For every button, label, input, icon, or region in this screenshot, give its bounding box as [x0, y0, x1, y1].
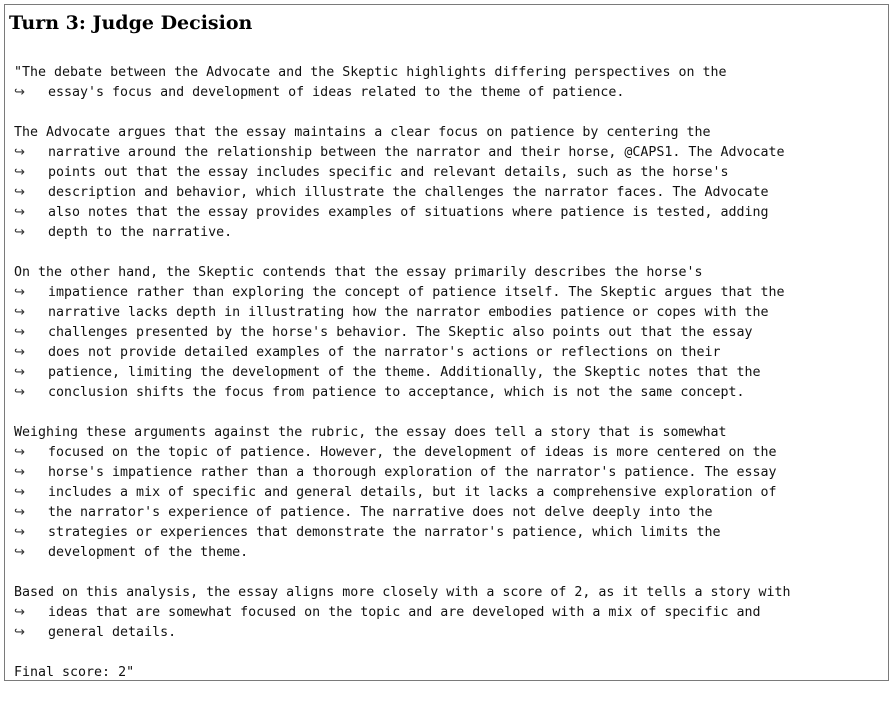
line-text: horse's impatience rather than a thorough exploration of the narrator's patience. The essay — [48, 465, 777, 480]
wrapped-line — [14, 303, 791, 323]
wrapped-line — [14, 223, 791, 243]
text-line — [14, 423, 791, 443]
line-text: ideas that are somewhat focused on the topic and are developed with a mix of specific and — [48, 605, 761, 620]
wrapped-line — [14, 523, 791, 543]
line-wrap-icon: ↪ — [14, 185, 25, 200]
paragraph — [14, 423, 791, 563]
text-line — [14, 263, 791, 283]
line-text: patience, limiting the development of the theme. Additionally, the Skeptic notes that the — [48, 365, 761, 380]
line-wrap-icon: ↪ — [14, 365, 25, 380]
line-wrap-icon: ↪ — [14, 525, 25, 540]
text-line — [14, 123, 791, 143]
line-text: essay's focus and development of ideas related to the theme of patience. — [48, 85, 625, 100]
line-text: challenges presented by the horse's behavior. The Skeptic also points out that the essay — [48, 325, 753, 340]
wrapped-line — [14, 503, 791, 523]
wrapped-line — [14, 323, 791, 343]
line-wrap-icon: ↪ — [14, 385, 25, 400]
wrapped-line — [14, 383, 791, 403]
panel-title: Turn 3: Judge Decision — [9, 12, 253, 34]
line-wrap-icon: ↪ — [14, 85, 25, 100]
wrapped-line — [14, 463, 791, 483]
paragraph — [14, 663, 791, 683]
wrapped-line — [14, 483, 791, 503]
wrapped-line — [14, 543, 791, 563]
line-wrap-icon: ↪ — [14, 345, 25, 360]
line-wrap-icon: ↪ — [14, 465, 25, 480]
paragraph — [14, 63, 791, 103]
wrapped-line — [14, 363, 791, 383]
line-text: conclusion shifts the focus from patience to acceptance, which is not the same concept. — [48, 385, 745, 400]
line-wrap-icon: ↪ — [14, 205, 25, 220]
line-text: "The debate between the Advocate and the Skeptic highlights differing perspectives on the — [14, 65, 727, 80]
line-wrap-icon: ↪ — [14, 325, 25, 340]
wrapped-line — [14, 603, 791, 623]
line-text: points out that the essay includes specific and relevant details, such as the horse's — [48, 165, 729, 180]
decision-text — [14, 63, 791, 703]
line-text: development of the theme. — [48, 545, 249, 560]
line-text: impatience rather than exploring the concept of patience itself. The Skeptic argues that the — [48, 285, 785, 300]
line-text: On the other hand, the Skeptic contends that the essay primarily describes the horse's — [14, 265, 703, 280]
line-wrap-icon: ↪ — [14, 225, 25, 240]
paragraph — [14, 123, 791, 243]
line-wrap-icon: ↪ — [14, 285, 25, 300]
wrapped-line — [14, 143, 791, 163]
line-wrap-icon: ↪ — [14, 145, 25, 160]
line-wrap-icon: ↪ — [14, 505, 25, 520]
line-wrap-icon: ↪ — [14, 605, 25, 620]
line-text: does not provide detailed examples of the narrator's actions or reflections on their — [48, 345, 721, 360]
wrapped-line — [14, 443, 791, 463]
line-text: description and behavior, which illustrate the challenges the narrator faces. The Advocate — [48, 185, 769, 200]
judge-decision-panel — [4, 4, 889, 681]
line-wrap-icon: ↪ — [14, 445, 25, 460]
line-text: narrative lacks depth in illustrating how the narrator embodies patience or copes with the — [48, 305, 769, 320]
line-text: general details. — [48, 625, 177, 640]
text-line — [14, 663, 791, 683]
line-text: the narrator's experience of patience. The narrative does not delve deeply into the — [48, 505, 713, 520]
line-wrap-icon: ↪ — [14, 305, 25, 320]
text-line — [14, 583, 791, 603]
line-wrap-icon: ↪ — [14, 625, 25, 640]
line-text: narrative around the relationship between the narrator and their horse, @CAPS1. The Advocate — [48, 145, 785, 160]
wrapped-line — [14, 163, 791, 183]
wrapped-line — [14, 183, 791, 203]
line-text: Based on this analysis, the essay aligns more closely with a score of 2, as it tells a story with — [14, 585, 791, 600]
line-text: Final score: 2" — [14, 665, 135, 680]
wrapped-line — [14, 83, 791, 103]
wrapped-line — [14, 203, 791, 223]
text-line — [14, 63, 791, 83]
line-text: depth to the narrative. — [48, 225, 233, 240]
line-wrap-icon: ↪ — [14, 545, 25, 560]
line-wrap-icon: ↪ — [14, 485, 25, 500]
line-text: Weighing these arguments against the rubric, the essay does tell a story that is somewhat — [14, 425, 727, 440]
paragraph — [14, 583, 791, 643]
line-text: focused on the topic of patience. However, the development of ideas is more centered on the — [48, 445, 777, 460]
wrapped-line — [14, 283, 791, 303]
line-text: also notes that the essay provides examples of situations where patience is tested, adding — [48, 205, 769, 220]
paragraph — [14, 263, 791, 403]
line-text: strategies or experiences that demonstrate the narrator's patience, which limits the — [48, 525, 721, 540]
line-text: The Advocate argues that the essay maintains a clear focus on patience by centering the — [14, 125, 711, 140]
line-wrap-icon: ↪ — [14, 165, 25, 180]
wrapped-line — [14, 343, 791, 363]
line-text: includes a mix of specific and general details, but it lacks a comprehensive exploration of — [48, 485, 777, 500]
wrapped-line — [14, 623, 791, 643]
